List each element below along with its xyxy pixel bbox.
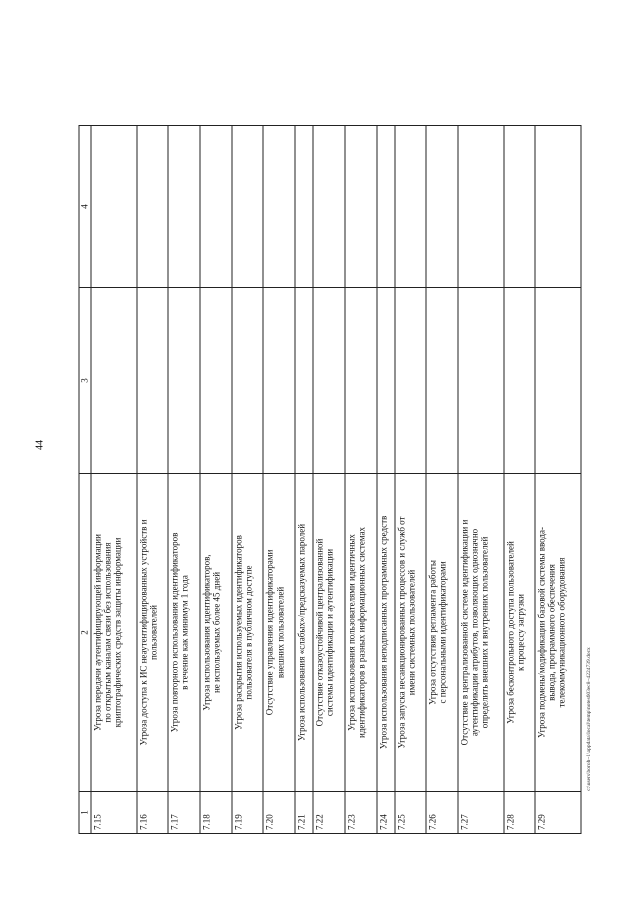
header-col-1: 1: [79, 792, 91, 834]
page-number: 44: [34, 440, 46, 450]
table-row: [263, 126, 295, 834]
row-col-3-empty: [458, 288, 504, 474]
row-number: 7.26: [426, 792, 458, 834]
table-row: [168, 126, 200, 834]
row-number: 7.19: [232, 792, 264, 834]
row-col-3-empty: [168, 288, 200, 474]
header-col-2: 2: [79, 474, 91, 792]
row-col-3-empty: [91, 288, 137, 474]
row-number: 7.21: [295, 792, 313, 834]
row-number: 7.24: [377, 792, 395, 834]
row-number: 7.29: [535, 792, 581, 834]
row-number: 7.18: [200, 792, 232, 834]
row-number: 7.20: [263, 792, 295, 834]
threats-table: [79, 130, 582, 834]
row-col-3-empty: [345, 288, 377, 474]
row-col-4-empty: [313, 126, 345, 288]
row-col-4-empty: [426, 126, 458, 288]
row-threat-text: Отсутствие в централизованной системе идентификации и аутентификации атрибутов, позволяющих однозначно определить внешних и внутренних пользователей: [458, 474, 504, 792]
row-threat-text: Угроза отсутствия регламента работы с персональными идентификаторами: [426, 474, 458, 792]
row-col-4-empty: [395, 126, 427, 288]
row-col-4-empty: [377, 126, 395, 288]
table-row: [395, 126, 427, 834]
row-threat-text: Угроза повторного использования идентификаторов в течение как минимум 1 года: [168, 474, 200, 792]
row-col-3-empty: [504, 288, 536, 474]
row-threat-text: Угроза передачи аутентифицирующей информации по открытым каналам связи без использования криптографических средств защиты информации: [91, 474, 137, 792]
row-col-4-empty: [232, 126, 264, 288]
row-number: 7.16: [137, 792, 169, 834]
row-number: 7.28: [504, 792, 536, 834]
row-threat-text: Отсутствие отказоустойчивой централизованной системы идентификации и аутентификации: [313, 474, 345, 792]
row-threat-text: Угроза подмены/модификации базовой системы ввода- вывода, программного обеспечения телекоммуникационного оборудования: [535, 474, 581, 792]
row-col-3-empty: [263, 288, 295, 474]
row-col-3-empty: [200, 288, 232, 474]
row-col-4-empty: [504, 126, 536, 288]
row-col-4-empty: [263, 126, 295, 288]
table-row: [426, 126, 458, 834]
table-row: [345, 126, 377, 834]
row-col-4-empty: [168, 126, 200, 288]
row-col-4-empty: [345, 126, 377, 288]
row-threat-text: Угроза бесконтрольного доступа пользователей к процессу загрузки: [504, 474, 536, 792]
table-row: [377, 126, 395, 834]
row-threat-text: Угроза доступа к ИС неаутентифицированных устройств и пользователей: [137, 474, 169, 792]
row-col-3-empty: [426, 288, 458, 474]
row-col-3-empty: [377, 288, 395, 474]
row-col-3-empty: [535, 288, 581, 474]
table-row: [295, 126, 313, 834]
row-col-3-empty: [295, 288, 313, 474]
row-threat-text: Отсутствие управления идентификаторами внешних пользователей: [263, 474, 295, 792]
row-number: 7.25: [395, 792, 427, 834]
table-row: [91, 126, 137, 834]
row-number: 7.15: [91, 792, 137, 834]
row-number: 7.22: [313, 792, 345, 834]
table-row: [458, 126, 504, 834]
row-col-4-empty: [295, 126, 313, 288]
row-threat-text: Угроза использования неподписанных программных средств: [377, 474, 395, 792]
row-col-4-empty: [137, 126, 169, 288]
table-row: [535, 126, 581, 834]
row-number: 7.27: [458, 792, 504, 834]
row-number: 7.17: [168, 792, 200, 834]
row-col-4-empty: [91, 126, 137, 288]
table-row: [200, 126, 232, 834]
row-col-3-empty: [137, 288, 169, 474]
table-row: [313, 126, 345, 834]
header-col-4: 4: [79, 126, 91, 288]
row-col-4-empty: [200, 126, 232, 288]
row-col-4-empty: [458, 126, 504, 288]
row-threat-text: Угроза раскрытия используемых идентификаторов пользователя в публичном доступе: [232, 474, 264, 792]
row-col-4-empty: [535, 126, 581, 288]
row-col-3-empty: [232, 288, 264, 474]
footer-file-path: c:\users\boroh~1\appdata\local\temp\notes603ec8~4224739.docx: [586, 647, 592, 791]
table-row: [137, 126, 169, 834]
row-threat-text: Угроза запуска несанкционированных процессов и служб от имени системных пользователей: [395, 474, 427, 792]
table-header-row: [79, 126, 91, 834]
row-col-3-empty: [313, 288, 345, 474]
row-threat-text: Угроза использования идентификаторов, не используемых более 45 дней: [200, 474, 232, 792]
row-threat-text: Угроза использования пользователями идентичных идентификаторов в разных информационных системах: [345, 474, 377, 792]
header-col-3: 3: [79, 288, 91, 474]
row-number: 7.23: [345, 792, 377, 834]
row-col-3-empty: [395, 288, 427, 474]
table-row: [504, 126, 536, 834]
table-row: [232, 126, 264, 834]
row-threat-text: Угроза использования «слабых»/предсказуемых паролей: [295, 474, 313, 792]
